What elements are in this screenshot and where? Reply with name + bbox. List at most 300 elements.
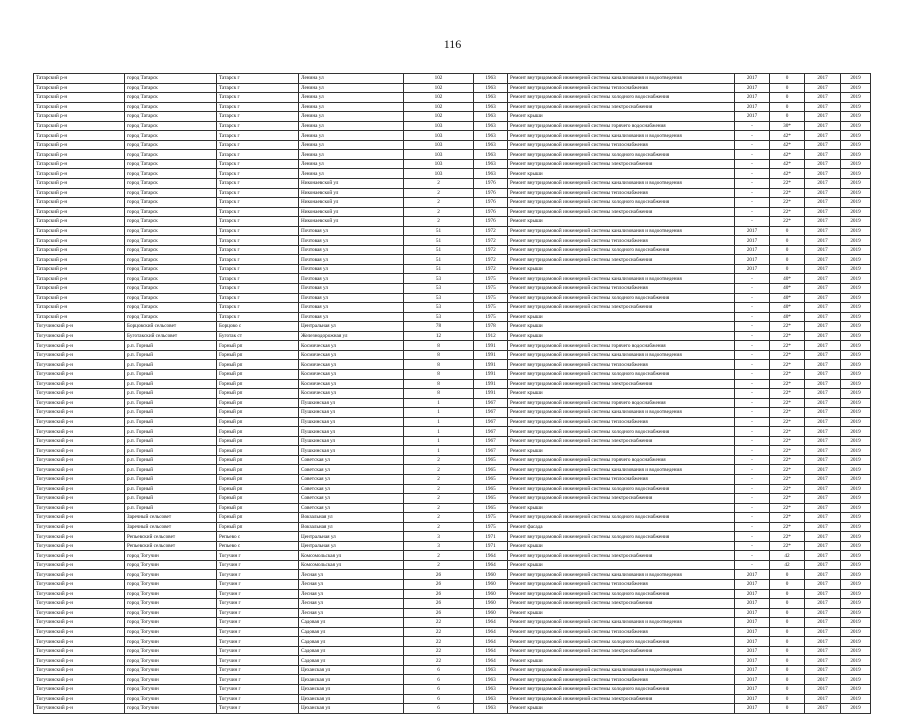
build-year-cell: 1976 xyxy=(474,207,508,217)
build-year-cell: 1976 xyxy=(474,188,508,198)
period-end-cell: 2019 xyxy=(841,245,871,255)
municipality-cell: город Тогучин xyxy=(125,685,217,695)
value-cell: 0 xyxy=(770,83,805,93)
district-cell: Татарский р-н xyxy=(34,159,125,169)
district-cell: Тогучинский р-н xyxy=(34,532,125,542)
table-row xyxy=(34,169,871,179)
house-number-cell: 103 xyxy=(404,140,474,150)
build-year-cell: 1991 xyxy=(474,360,508,370)
street-cell: Советская ул xyxy=(299,474,404,484)
locality-cell: Горный рп xyxy=(217,465,299,475)
district-cell: Тогучинский р-н xyxy=(34,484,125,494)
planned-year-cell: - xyxy=(735,293,770,303)
build-year-cell: 1967 xyxy=(474,398,508,408)
table-row xyxy=(34,665,871,675)
value-cell: 30* xyxy=(770,121,805,131)
house-number-cell: 102 xyxy=(404,112,474,122)
build-year-cell: 1991 xyxy=(474,389,508,399)
period-start-cell: 2017 xyxy=(805,599,841,609)
period-end-cell: 2019 xyxy=(841,121,871,131)
work-type-cell: Ремонт внутридомовой инженерной системы теплоснабжения xyxy=(508,236,735,246)
value-cell: 22* xyxy=(770,408,805,418)
value-cell: 0 xyxy=(770,74,805,84)
work-type-cell: Ремонт крыши xyxy=(508,541,735,551)
build-year-cell: 1963 xyxy=(474,675,508,685)
municipality-cell: город Тогучин xyxy=(125,579,217,589)
house-number-cell: 22 xyxy=(404,627,474,637)
value-cell: 0 xyxy=(770,236,805,246)
planned-year-cell: - xyxy=(735,494,770,504)
period-end-cell: 2019 xyxy=(841,522,871,532)
planned-year-cell: 2017 xyxy=(735,579,770,589)
house-number-cell: 2 xyxy=(404,522,474,532)
municipality-cell: город Тогучин xyxy=(125,551,217,561)
period-end-cell: 2019 xyxy=(841,551,871,561)
district-cell: Тогучинский р-н xyxy=(34,541,125,551)
planned-year-cell: - xyxy=(735,322,770,332)
period-end-cell: 2019 xyxy=(841,646,871,656)
table-row xyxy=(34,150,871,160)
table-row xyxy=(34,322,871,332)
locality-cell: Татарск г xyxy=(217,226,299,236)
work-type-cell: Ремонт внутридомовой инженерной системы канализования и водоотведения xyxy=(508,179,735,189)
period-end-cell: 2019 xyxy=(841,150,871,160)
district-cell: Тогучинский р-н xyxy=(34,570,125,580)
table-row xyxy=(34,255,871,265)
municipality-cell: город Татарск xyxy=(125,255,217,265)
period-start-cell: 2017 xyxy=(805,675,841,685)
locality-cell: Горный рп xyxy=(217,389,299,399)
planned-year-cell: 2017 xyxy=(735,637,770,647)
build-year-cell: 1963 xyxy=(474,169,508,179)
planned-year-cell: - xyxy=(735,159,770,169)
district-cell: Татарский р-н xyxy=(34,293,125,303)
period-end-cell: 2019 xyxy=(841,264,871,274)
locality-cell: Татарск г xyxy=(217,102,299,112)
municipality-cell: город Татарск xyxy=(125,179,217,189)
municipality-cell: город Татарск xyxy=(125,140,217,150)
district-cell: Татарский р-н xyxy=(34,245,125,255)
value-cell: 22* xyxy=(770,369,805,379)
build-year-cell: 1991 xyxy=(474,379,508,389)
build-year-cell: 1965 xyxy=(474,465,508,475)
work-type-cell: Ремонт внутридомовой инженерной системы теплоснабжения xyxy=(508,474,735,484)
street-cell: Почтовая ул xyxy=(299,236,404,246)
build-year-cell: 1963 xyxy=(474,685,508,695)
planned-year-cell: - xyxy=(735,513,770,523)
period-end-cell: 2019 xyxy=(841,112,871,122)
house-number-cell: 2 xyxy=(404,560,474,570)
table-row xyxy=(34,618,871,628)
table-row xyxy=(34,599,871,609)
district-cell: Тогучинский р-н xyxy=(34,465,125,475)
street-cell: Садовая ул xyxy=(299,637,404,647)
planned-year-cell: - xyxy=(735,389,770,399)
work-type-cell: Ремонт крыши xyxy=(508,656,735,666)
period-start-cell: 2017 xyxy=(805,341,841,351)
locality-cell: Татарск г xyxy=(217,179,299,189)
house-number-cell: 53 xyxy=(404,312,474,322)
house-number-cell: 103 xyxy=(404,150,474,160)
period-start-cell: 2017 xyxy=(805,618,841,628)
locality-cell: Тогучин г xyxy=(217,637,299,647)
district-cell: Татарский р-н xyxy=(34,264,125,274)
locality-cell: Горный рп xyxy=(217,484,299,494)
table-row xyxy=(34,217,871,227)
period-end-cell: 2019 xyxy=(841,627,871,637)
table-row xyxy=(34,102,871,112)
table-row xyxy=(34,131,871,141)
house-number-cell: 78 xyxy=(404,322,474,332)
district-cell: Тогучинский р-н xyxy=(34,389,125,399)
locality-cell: Горный рп xyxy=(217,446,299,456)
build-year-cell: 1963 xyxy=(474,102,508,112)
period-end-cell: 2019 xyxy=(841,417,871,427)
locality-cell: Татарск г xyxy=(217,159,299,169)
street-cell: Лесная ул xyxy=(299,579,404,589)
period-start-cell: 2017 xyxy=(805,551,841,561)
locality-cell: Тогучин г xyxy=(217,579,299,589)
district-cell: Татарский р-н xyxy=(34,74,125,84)
municipality-cell: Буготакский сельсовет xyxy=(125,331,217,341)
municipality-cell: р.п. Горный xyxy=(125,389,217,399)
locality-cell: Горный рп xyxy=(217,436,299,446)
build-year-cell: 1976 xyxy=(474,217,508,227)
municipality-cell: р.п. Горный xyxy=(125,350,217,360)
value-cell: 22* xyxy=(770,198,805,208)
period-start-cell: 2017 xyxy=(805,417,841,427)
house-number-cell: 103 xyxy=(404,169,474,179)
period-end-cell: 2019 xyxy=(841,284,871,294)
period-start-cell: 2017 xyxy=(805,303,841,313)
planned-year-cell: - xyxy=(735,198,770,208)
street-cell: Ленина ул xyxy=(299,83,404,93)
work-type-cell: Ремонт крыши xyxy=(508,704,735,714)
planned-year-cell: - xyxy=(735,150,770,160)
municipality-cell: город Тогучин xyxy=(125,665,217,675)
district-cell: Тогучинский р-н xyxy=(34,350,125,360)
planned-year-cell: 2017 xyxy=(735,694,770,704)
municipality-cell: р.п. Горный xyxy=(125,494,217,504)
house-number-cell: 2 xyxy=(404,513,474,523)
value-cell: 22* xyxy=(770,436,805,446)
period-start-cell: 2017 xyxy=(805,541,841,551)
value-cell: 0 xyxy=(770,608,805,618)
work-type-cell: Ремонт внутридомовой инженерной системы электроснабжения xyxy=(508,694,735,704)
municipality-cell: Заречный сельсовет xyxy=(125,513,217,523)
planned-year-cell: 2017 xyxy=(735,236,770,246)
street-cell: Почтовая ул xyxy=(299,264,404,274)
house-number-cell: 103 xyxy=(404,121,474,131)
district-cell: Татарский р-н xyxy=(34,83,125,93)
municipality-cell: город Татарск xyxy=(125,274,217,284)
value-cell: 0 xyxy=(770,646,805,656)
table-row xyxy=(34,646,871,656)
build-year-cell: 1960 xyxy=(474,608,508,618)
house-number-cell: 2 xyxy=(404,484,474,494)
district-cell: Татарский р-н xyxy=(34,217,125,227)
build-year-cell: 1976 xyxy=(474,198,508,208)
house-number-cell: 1 xyxy=(404,417,474,427)
work-type-cell: Ремонт внутридомовой инженерной системы холодного водоснабжения xyxy=(508,637,735,647)
street-cell: Ленина ул xyxy=(299,102,404,112)
period-start-cell: 2017 xyxy=(805,255,841,265)
value-cell: 22* xyxy=(770,188,805,198)
locality-cell: Татарск г xyxy=(217,284,299,294)
value-cell: 0 xyxy=(770,694,805,704)
planned-year-cell: 2017 xyxy=(735,675,770,685)
table-row xyxy=(34,303,871,313)
period-end-cell: 2019 xyxy=(841,637,871,647)
district-cell: Тогучинский р-н xyxy=(34,455,125,465)
district-cell: Татарский р-н xyxy=(34,121,125,131)
street-cell: Почтовая ул xyxy=(299,226,404,236)
district-cell: Татарский р-н xyxy=(34,198,125,208)
work-type-cell: Ремонт внутридомовой инженерной системы холодного водоснабжения xyxy=(508,484,735,494)
locality-cell: Тогучин г xyxy=(217,599,299,609)
house-number-cell: 102 xyxy=(404,83,474,93)
work-type-cell: Ремонт внутридомовой инженерной системы холодного водоснабжения xyxy=(508,685,735,695)
table-row xyxy=(34,608,871,618)
planned-year-cell: 2017 xyxy=(735,226,770,236)
locality-cell: Горный рп xyxy=(217,369,299,379)
street-cell: Никонаевской ул xyxy=(299,207,404,217)
period-end-cell: 2019 xyxy=(841,599,871,609)
locality-cell: Репьево с xyxy=(217,532,299,542)
planned-year-cell: - xyxy=(735,179,770,189)
house-number-cell: 53 xyxy=(404,293,474,303)
street-cell: Советская ул xyxy=(299,455,404,465)
work-type-cell: Ремонт крыши xyxy=(508,312,735,322)
street-cell: Садовая ул xyxy=(299,627,404,637)
house-number-cell: 3 xyxy=(404,541,474,551)
locality-cell: Тогучин г xyxy=(217,646,299,656)
period-start-cell: 2017 xyxy=(805,169,841,179)
build-year-cell: 1976 xyxy=(474,179,508,189)
period-start-cell: 2017 xyxy=(805,408,841,418)
work-type-cell: Ремонт внутридомовой инженерной системы холодного водоснабжения xyxy=(508,150,735,160)
planned-year-cell: 2017 xyxy=(735,704,770,714)
period-end-cell: 2019 xyxy=(841,188,871,198)
build-year-cell: 1964 xyxy=(474,646,508,656)
planned-year-cell: 2017 xyxy=(735,264,770,274)
table-row xyxy=(34,484,871,494)
period-start-cell: 2017 xyxy=(805,465,841,475)
district-cell: Тогучинский р-н xyxy=(34,427,125,437)
value-cell: 42 xyxy=(770,551,805,561)
street-cell: Пушкинская ул xyxy=(299,427,404,437)
period-start-cell: 2017 xyxy=(805,198,841,208)
house-number-cell: 26 xyxy=(404,599,474,609)
locality-cell: Татарск г xyxy=(217,93,299,103)
period-end-cell: 2019 xyxy=(841,570,871,580)
work-type-cell: Ремонт внутридомовой инженерной системы электроснабжения xyxy=(508,551,735,561)
value-cell: 0 xyxy=(770,226,805,236)
locality-cell: Буготак ст xyxy=(217,331,299,341)
district-cell: Татарский р-н xyxy=(34,102,125,112)
work-type-cell: Ремонт крыши xyxy=(508,503,735,513)
house-number-cell: 8 xyxy=(404,379,474,389)
planned-year-cell: - xyxy=(735,217,770,227)
locality-cell: Тогучин г xyxy=(217,570,299,580)
district-cell: Тогучинский р-н xyxy=(34,322,125,332)
build-year-cell: 1965 xyxy=(474,474,508,484)
street-cell: Ленина ул xyxy=(299,131,404,141)
value-cell: 40* xyxy=(770,274,805,284)
work-type-cell: Ремонт фасада xyxy=(508,522,735,532)
municipality-cell: город Татарск xyxy=(125,159,217,169)
work-type-cell: Ремонт внутридомовой инженерной системы теплоснабжения xyxy=(508,417,735,427)
work-type-cell: Ремонт внутридомовой инженерной системы канализования и водоотведения xyxy=(508,74,735,84)
house-number-cell: 22 xyxy=(404,646,474,656)
value-cell: 0 xyxy=(770,589,805,599)
planned-year-cell: 2017 xyxy=(735,83,770,93)
locality-cell: Тогучин г xyxy=(217,608,299,618)
table-row xyxy=(34,293,871,303)
street-cell: Ленина ул xyxy=(299,159,404,169)
work-type-cell: Ремонт крыши xyxy=(508,608,735,618)
build-year-cell: 1978 xyxy=(474,322,508,332)
period-start-cell: 2017 xyxy=(805,360,841,370)
build-year-cell: 1975 xyxy=(474,274,508,284)
period-end-cell: 2019 xyxy=(841,503,871,513)
table-row xyxy=(34,675,871,685)
municipality-cell: город Тогучин xyxy=(125,694,217,704)
work-type-cell: Ремонт внутридомовой инженерной системы канализования и водоотведения xyxy=(508,465,735,475)
value-cell: 22* xyxy=(770,503,805,513)
locality-cell: Тогучин г xyxy=(217,560,299,570)
value-cell: 40* xyxy=(770,293,805,303)
build-year-cell: 1991 xyxy=(474,341,508,351)
build-year-cell: 1963 xyxy=(474,140,508,150)
build-year-cell: 1967 xyxy=(474,446,508,456)
locality-cell: Татарск г xyxy=(217,131,299,141)
municipality-cell: город Татарск xyxy=(125,303,217,313)
house-number-cell: 2 xyxy=(404,494,474,504)
build-year-cell: 1967 xyxy=(474,427,508,437)
table-row xyxy=(34,207,871,217)
build-year-cell: 1975 xyxy=(474,312,508,322)
locality-cell: Тогучин г xyxy=(217,665,299,675)
value-cell: 22* xyxy=(770,341,805,351)
build-year-cell: 1912 xyxy=(474,331,508,341)
build-year-cell: 1964 xyxy=(474,656,508,666)
period-start-cell: 2017 xyxy=(805,627,841,637)
value-cell: 22* xyxy=(770,389,805,399)
locality-cell: Татарск г xyxy=(217,121,299,131)
municipality-cell: р.п. Горный xyxy=(125,474,217,484)
work-type-cell: Ремонт внутридомовой инженерной системы электроснабжения xyxy=(508,436,735,446)
house-number-cell: 8 xyxy=(404,341,474,351)
period-end-cell: 2019 xyxy=(841,217,871,227)
municipality-cell: р.п. Горный xyxy=(125,398,217,408)
district-cell: Тогучинский р-н xyxy=(34,608,125,618)
house-number-cell: 53 xyxy=(404,284,474,294)
street-cell: Пушкинская ул xyxy=(299,408,404,418)
street-cell: Вокзальная ул xyxy=(299,522,404,532)
work-type-cell: Ремонт внутридомовой инженерной системы электроснабжения xyxy=(508,303,735,313)
street-cell: Комсомольская ул xyxy=(299,551,404,561)
period-end-cell: 2019 xyxy=(841,446,871,456)
period-end-cell: 2019 xyxy=(841,398,871,408)
street-cell: Почтовая ул xyxy=(299,303,404,313)
period-start-cell: 2017 xyxy=(805,284,841,294)
value-cell: 0 xyxy=(770,579,805,589)
district-cell: Татарский р-н xyxy=(34,169,125,179)
street-cell: Пушкинская ул xyxy=(299,436,404,446)
house-number-cell: 26 xyxy=(404,589,474,599)
build-year-cell: 1975 xyxy=(474,303,508,313)
period-start-cell: 2017 xyxy=(805,665,841,675)
value-cell: 42 xyxy=(770,560,805,570)
period-start-cell: 2017 xyxy=(805,513,841,523)
value-cell: 42* xyxy=(770,131,805,141)
period-start-cell: 2017 xyxy=(805,436,841,446)
municipality-cell: город Тогучин xyxy=(125,608,217,618)
locality-cell: Татарск г xyxy=(217,112,299,122)
street-cell: Комсомольская ул xyxy=(299,560,404,570)
period-end-cell: 2019 xyxy=(841,255,871,265)
table-body xyxy=(34,74,871,714)
value-cell: 22* xyxy=(770,331,805,341)
build-year-cell: 1972 xyxy=(474,264,508,274)
street-cell: Центральная ул xyxy=(299,322,404,332)
house-number-cell: 1 xyxy=(404,436,474,446)
municipality-cell: город Татарск xyxy=(125,245,217,255)
table-row xyxy=(34,341,871,351)
planned-year-cell: - xyxy=(735,169,770,179)
value-cell: 0 xyxy=(770,685,805,695)
municipality-cell: город Татарск xyxy=(125,284,217,294)
municipality-cell: город Татарск xyxy=(125,131,217,141)
locality-cell: Горный рп xyxy=(217,427,299,437)
planned-year-cell: - xyxy=(735,551,770,561)
municipality-cell: р.п. Горный xyxy=(125,446,217,456)
street-cell: Никонаевской ул xyxy=(299,217,404,227)
value-cell: 40* xyxy=(770,284,805,294)
value-cell: 22* xyxy=(770,322,805,332)
table-row xyxy=(34,284,871,294)
district-cell: Татарский р-н xyxy=(34,236,125,246)
period-start-cell: 2017 xyxy=(805,322,841,332)
page-number: 116 xyxy=(443,37,462,51)
municipality-cell: Борцовский сельсовет xyxy=(125,322,217,332)
planned-year-cell: - xyxy=(735,417,770,427)
street-cell: Ленина ул xyxy=(299,74,404,84)
build-year-cell: 1971 xyxy=(474,541,508,551)
period-start-cell: 2017 xyxy=(805,570,841,580)
work-type-cell: Ремонт внутридомовой инженерной системы электроснабжения xyxy=(508,494,735,504)
street-cell: Садовая ул xyxy=(299,646,404,656)
street-cell: Лесная ул xyxy=(299,570,404,580)
house-number-cell: 8 xyxy=(404,389,474,399)
house-number-cell: 22 xyxy=(404,656,474,666)
street-cell: Почтовая ул xyxy=(299,245,404,255)
period-end-cell: 2019 xyxy=(841,226,871,236)
district-cell: Тогучинский р-н xyxy=(34,579,125,589)
house-number-cell: 22 xyxy=(404,618,474,628)
locality-cell: Горный рп xyxy=(217,522,299,532)
build-year-cell: 1967 xyxy=(474,417,508,427)
value-cell: 22* xyxy=(770,360,805,370)
period-start-cell: 2017 xyxy=(805,159,841,169)
planned-year-cell: 2017 xyxy=(735,599,770,609)
municipality-cell: город Тогучин xyxy=(125,656,217,666)
table-row xyxy=(34,551,871,561)
planned-year-cell: 2017 xyxy=(735,102,770,112)
build-year-cell: 1963 xyxy=(474,74,508,84)
build-year-cell: 1963 xyxy=(474,704,508,714)
